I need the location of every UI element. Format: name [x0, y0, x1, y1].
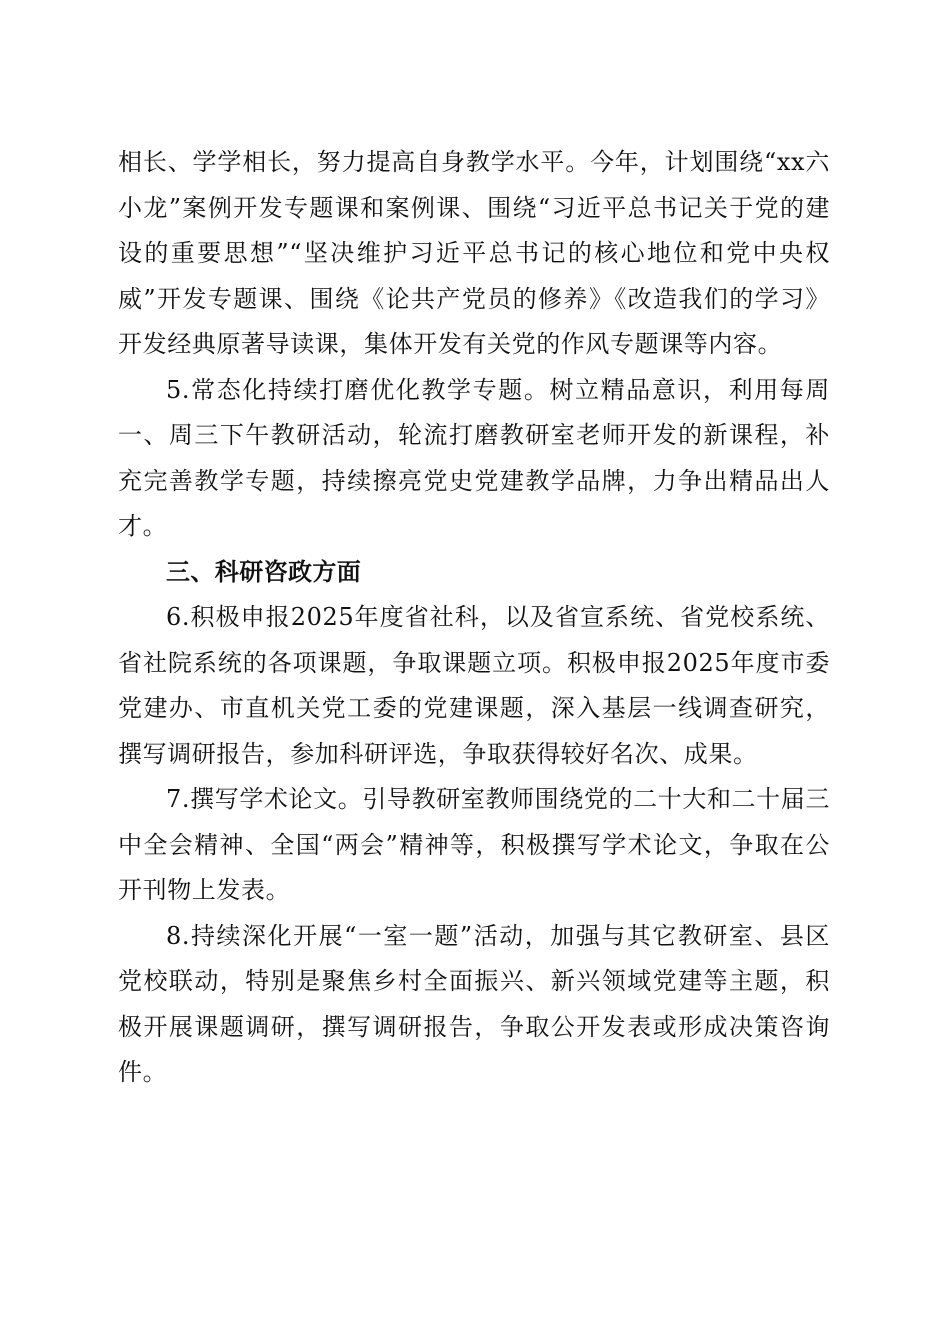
document-body [118, 140, 830, 1096]
paragraph-item-8: 8.持续深化开展“一室一题”活动，加强与其它教研室、县区党校联动，特别是聚焦乡村全面振兴、新兴领域党建等主题，积极开展课题调研，撰写调研报告，争取公开发表或形成决策咨询件。 [118, 921, 830, 1086]
section-heading-research: 三、科研咨政方面 [166, 557, 362, 586]
paragraph-item-5: 5.常态化持续打磨优化教学专题。树立精品意识，利用每周一、周三下午教研活动，轮流打磨教研室老师开发的新课程，补充完善教学专题，持续擦亮党史党建教学品牌，力争出精品出人才。 [118, 375, 830, 540]
paragraph-continuation: 相长、学学相长，努力提高自身教学水平。今年，计划围绕“xx六小龙”案例开发专题课和案例课、围绕“习近平总书记关于党的建设的重要思想”“坚决维护习近平总书记的核心地位和党中央权威”开发专题课、围绕《论共产党员的修养》《改造我们的学习》开发经典原著导读课，集体开发有关党的作风专题课等内容。 [118, 148, 830, 358]
paragraph-item-6: 6.积极申报2025年度省社科，以及省宣系统、省党校系统、省社院系统的各项课题，争取课题立项。积极申报2025年度市委党建办、市直机关党工委的党建课题，深入基层一线调查研究，撰写调研报告，参加科研评选，争取获得较好名次、成果。 [118, 603, 830, 768]
paragraph-item-7: 7.撰写学术论文。引导教研室教师围绕党的二十大和二十届三中全会精神、全国“两会”精神等，积极撰写学术论文，争取在公开刊物上发表。 [118, 785, 830, 904]
